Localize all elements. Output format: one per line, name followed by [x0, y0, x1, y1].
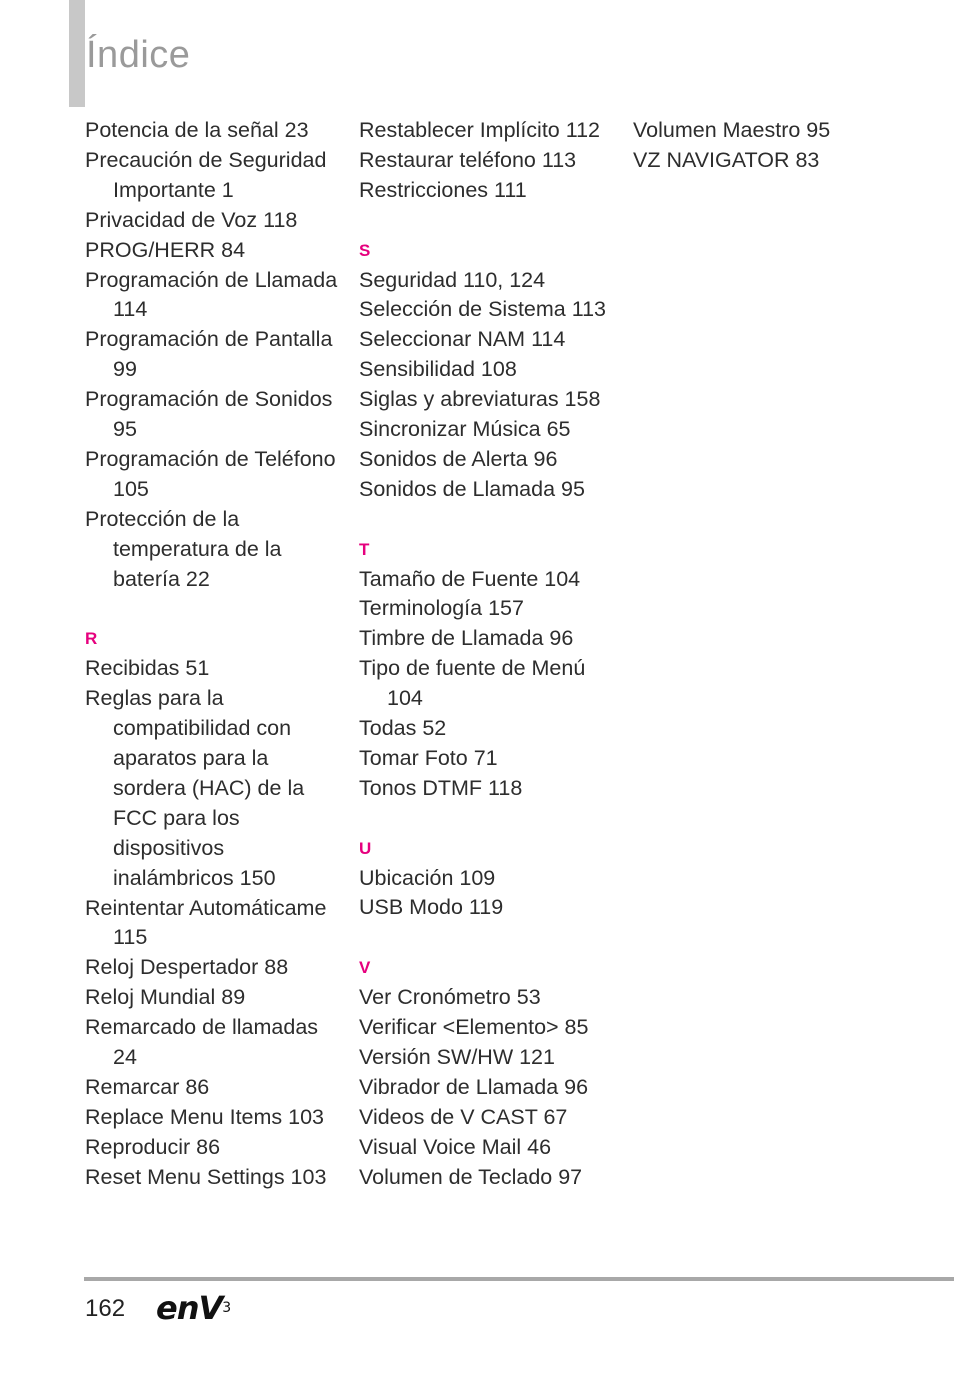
index-entry: Restricciones 111	[359, 177, 527, 202]
index-entry: Volumen de Teclado 97	[359, 1164, 583, 1189]
index-entry: Tomar Foto 71	[359, 745, 498, 770]
index-entry: Tonos DTMF 118	[359, 775, 523, 800]
brand-logo-text: enV	[156, 1289, 223, 1327]
index-entry: Tamaño de Fuente 104	[359, 566, 581, 591]
index-entry: Programación de Teléfono 105	[85, 446, 336, 501]
index-entry: Remarcar 86	[85, 1074, 210, 1099]
brand-logo-superscript: 3	[222, 1300, 232, 1316]
footer-divider	[84, 1277, 954, 1281]
index-entry: Vibrador de Llamada 96	[359, 1074, 589, 1099]
index-entry: Sincronizar Música 65	[359, 417, 571, 442]
index-entry: Sonidos de Llamada 95	[359, 476, 585, 501]
index-entry: Terminología 157	[359, 596, 524, 621]
title-accent-bar	[69, 0, 85, 107]
index-entry: Timbre de Llamada 96	[359, 626, 574, 651]
index-entry: Reproducir 86	[85, 1134, 221, 1159]
index-column-3	[633, 116, 933, 176]
section-letter: U	[359, 838, 372, 858]
index-entry: Restablecer Implícito 112	[359, 118, 600, 142]
index-entry: VZ NAVIGATOR 83	[633, 147, 820, 172]
index-entry: Sensibilidad 108	[359, 357, 517, 382]
brand-logo	[156, 1288, 231, 1328]
index-entry: Reloj Despertador 88	[85, 955, 289, 980]
index-entry: Recibidas 51	[85, 656, 210, 681]
index-entry: Reglas para la compatibilidad con aparatos para la sordera (HAC) de la FCC para los dispositivos inalámbricos 150	[85, 686, 305, 890]
index-entry: Volumen Maestro 95	[633, 118, 831, 142]
section-letter: R	[85, 629, 98, 649]
index-entry: Privacidad de Voz 118	[85, 207, 298, 232]
index-entry: Reset Menu Settings 103	[85, 1164, 327, 1189]
index-entry: Verificar <Elemento> 85	[359, 1015, 589, 1040]
index-entry: Versión SW/HW 121	[359, 1044, 555, 1069]
index-entry: Ubicación 109	[359, 865, 496, 890]
index-entry: Programación de Sonidos 95	[85, 387, 333, 442]
index-entry: Reintentar Automáticame 115	[85, 895, 327, 950]
index-entry: Siglas y abreviaturas 158	[359, 387, 601, 412]
section-letter: S	[359, 240, 371, 260]
index-entry: Protección de la temperatura de la batería 22	[85, 506, 282, 591]
index-column-2	[359, 116, 619, 1193]
index-entry: Todas 52	[359, 716, 447, 741]
index-entry: Seleccionar NAM 114	[359, 327, 566, 352]
index-entry: Remarcado de llamadas 24	[85, 1015, 319, 1070]
page-title: Índice	[86, 34, 191, 76]
index-entry: Videos de V CAST 67	[359, 1104, 568, 1129]
index-entry: Programación de Pantalla 99	[85, 327, 333, 382]
page-number: 162	[85, 1295, 126, 1322]
index-entry: Ver Cronómetro 53	[359, 985, 541, 1010]
index-entry: Programación de Llamada 114	[85, 267, 338, 322]
index-entry: USB Modo 119	[359, 895, 504, 920]
index-entry: Replace Menu Items 103	[85, 1104, 325, 1129]
index-entry: Restaurar teléfono 113	[359, 147, 577, 172]
index-entry: PROG/HERR 84	[85, 237, 246, 262]
section-letter: V	[359, 958, 371, 978]
index-entry: Visual Voice Mail 46	[359, 1134, 552, 1159]
index-entry: Potencia de la señal 23	[85, 118, 309, 142]
section-letter: T	[359, 539, 370, 559]
index-column-1	[85, 116, 345, 1193]
index-entry: Selección de Sistema 113	[359, 297, 606, 322]
index-entry: Tipo de fuente de Menú 104	[359, 656, 586, 711]
index-entry: Seguridad 110, 124	[359, 267, 546, 292]
index-entry: Reloj Mundial 89	[85, 985, 246, 1010]
index-entry: Precaución de Seguridad Importante 1	[85, 147, 327, 202]
index-entry: Sonidos de Alerta 96	[359, 446, 558, 471]
